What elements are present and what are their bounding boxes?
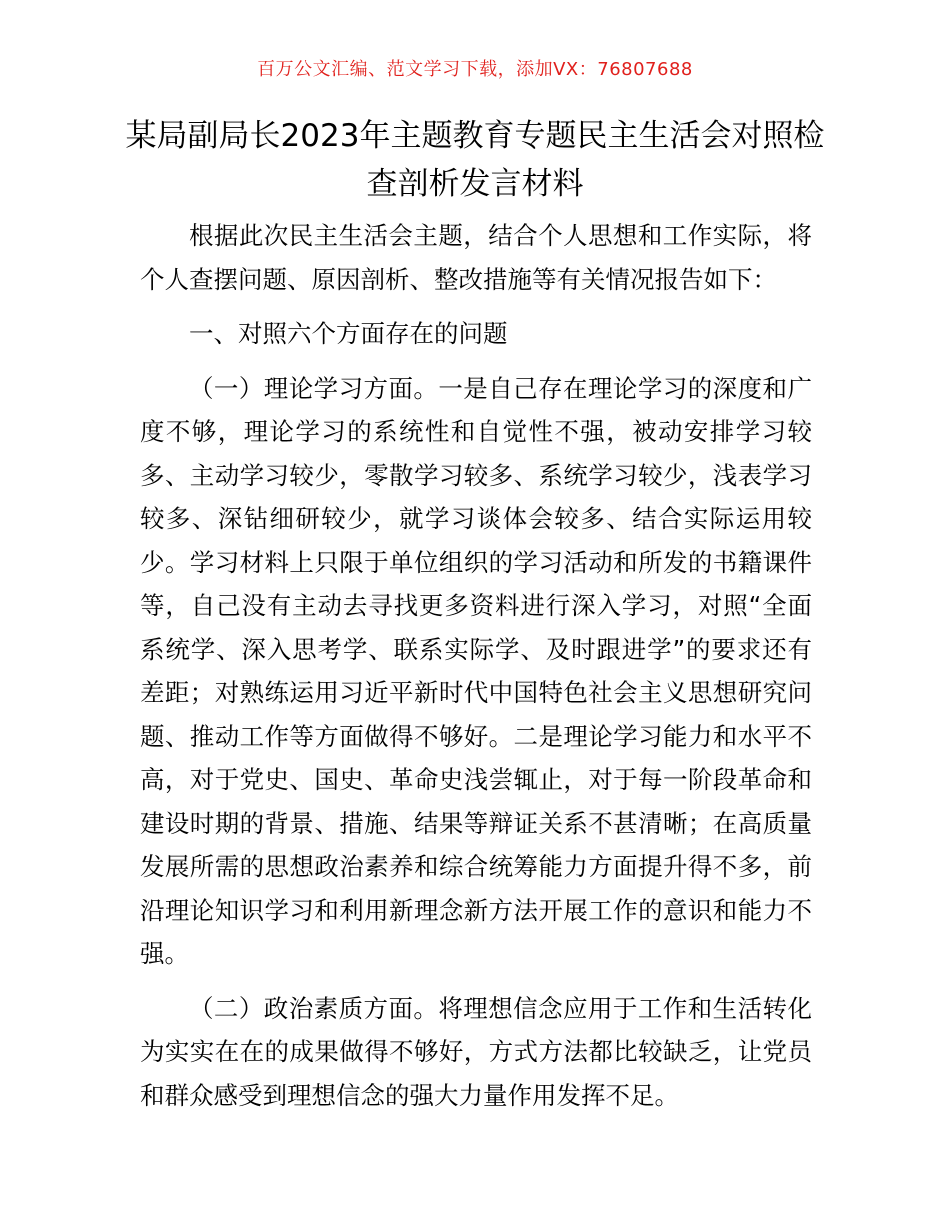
document-title: 某局副局长2023年主题教育专题民主生活会对照检查剖析发言材料 — [125, 118, 825, 202]
download-notice: 百万公文汇编、范文学习下载，添加VX：76807688 — [257, 59, 693, 80]
section-heading: 一、对照六个方面存在的问题 — [189, 319, 508, 348]
document-body — [140, 214, 812, 1117]
theory-study-paragraph: （一）理论学习方面。一是自己存在理论学习的深度和广度不够，理论学习的系统性和自觉性不强，被动安排学习较多、主动学习较少，零散学习较多、系统学习较少，浅表学习较多、深钻细研较少，就学习谈体会较多、结合实际运用较少。学习材料上只限于单位组织的学习活动和所发的书籍课件等，自己没有主动去寻找更多资料进行深入学习，对照“全面系统学、深入思考学、联系实际学、及时跟进学”的要求还有差距；对熟练运用习近平新时代中国特色社会主义思想研究问题、推动工作等方面做得不够好。二是理论学习能力和水平不高，对于党史、国史、革命史浅尝辄止，对于每一阶段革命和建设时期的背景、措施、结果等辩证关系不甚清晰；在高质量发展所需的思想政治素养和综合统筹能力方面提升得不多，前沿理论知识学习和利用新理念新方法开展工作的意识和能力不强。 — [140, 373, 812, 968]
political-quality-paragraph: （二）政治素质方面。将理想信念应用于工作和生活转化为实实在在的成果做得不够好，方式方法都比较缺乏，让党员和群众感受到理想信念的强大力量作用发挥不足。 — [140, 993, 812, 1110]
intro-paragraph: 根据此次民主生活会主题，结合个人思想和工作实际，将个人查摆问题、原因剖析、整改措施等有关情况报告如下： — [140, 221, 812, 294]
